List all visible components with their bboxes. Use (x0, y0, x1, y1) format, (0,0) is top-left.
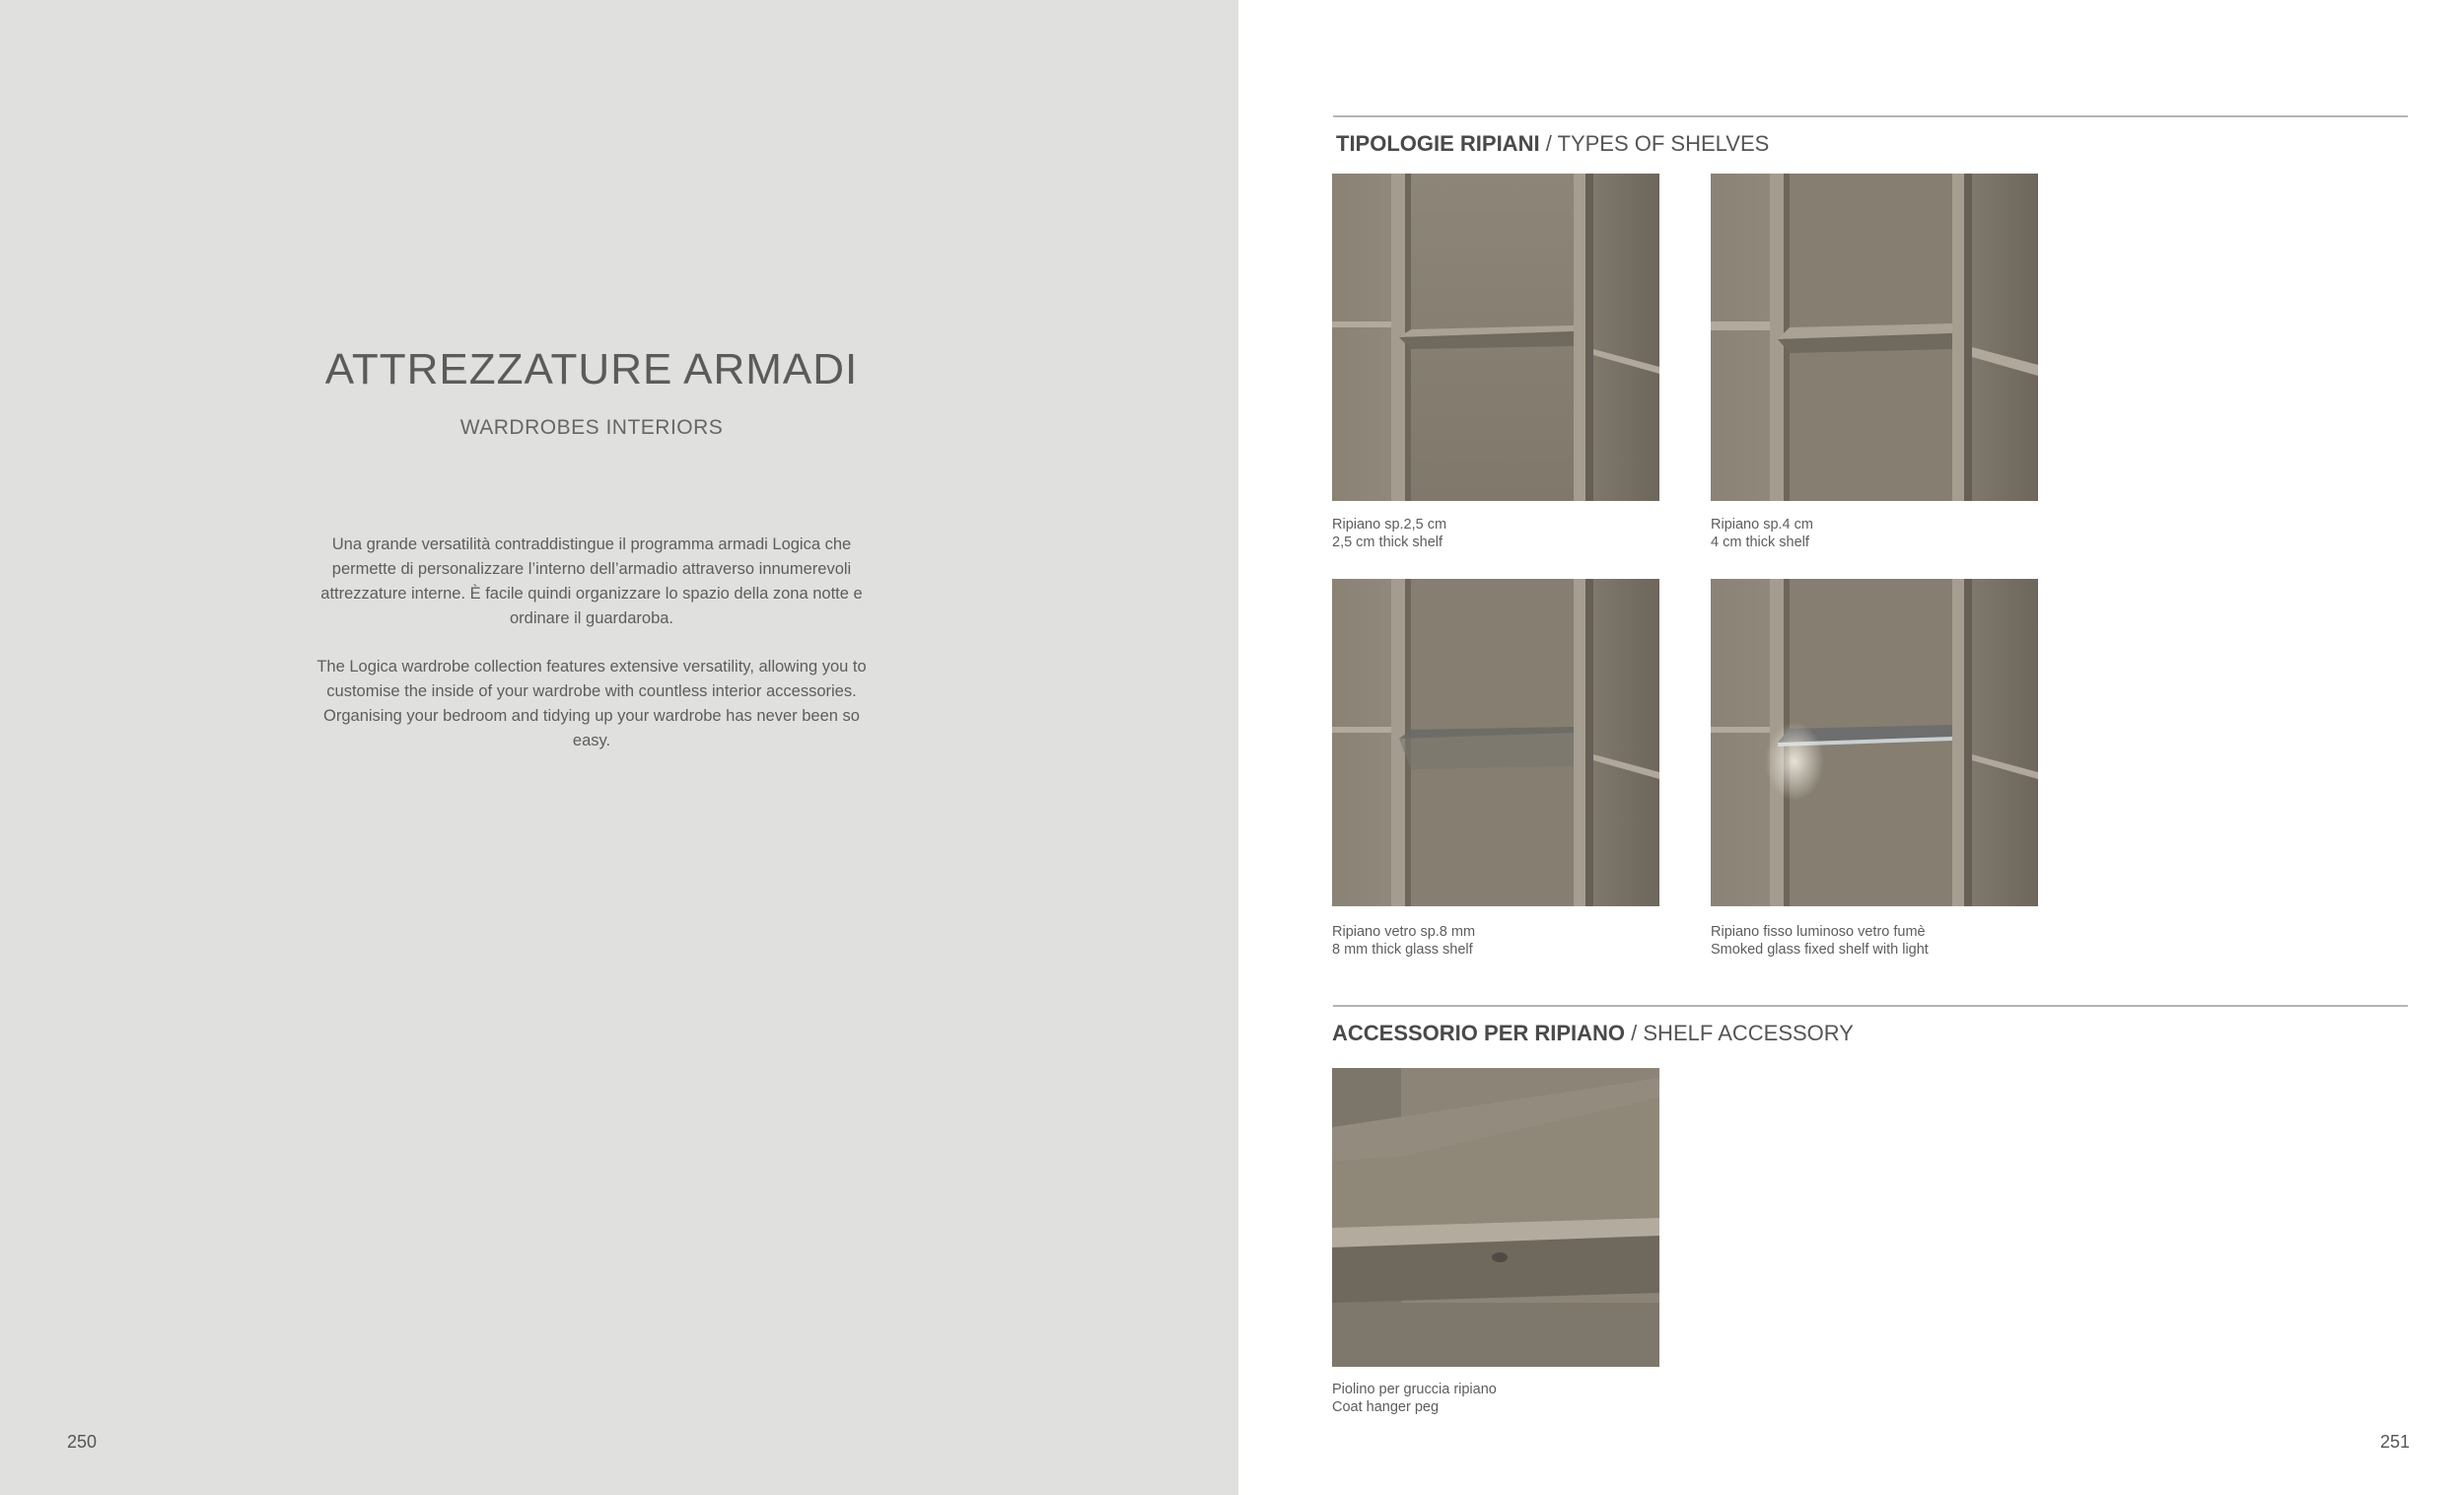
accessory-title-bold: ACCESSORIO PER RIPIANO (1332, 1021, 1626, 1045)
shelf-caption-2-5cm (1332, 516, 1446, 551)
accessory-section-title (1332, 1021, 1854, 1046)
section-divider (1333, 1005, 2408, 1007)
accessory-title-regular: / SHELF ACCESSORY (1625, 1021, 1854, 1045)
intro-paragraph-en: The Logica wardrobe collection features extensive versatility, allowing you to customise the inside of your wardrobe with countless interior accessories. Organising your bedroom and tidying up your wardrobe has never been so easy. (317, 658, 867, 749)
page-number-right: 251 (2380, 1432, 2411, 1452)
caption-en: Smoked glass fixed shelf with light (1711, 942, 1929, 958)
shelves-title-regular: / TYPES OF SHELVES (1539, 131, 1770, 156)
accessory-caption (1332, 1381, 1497, 1416)
page-title: ATTREZZATURE ARMADI (324, 345, 859, 393)
intro-paragraph-it: Una grande versatilità contraddistingue il programma armadi Logica che permette di personalizzare l’interno dell’armadio attraverso innumerevoli attrezzature interne. È facile quindi organizzare lo spazio della zona notte e ordinare il guardaroba. (320, 535, 863, 627)
shelf-photo-smoked-glass-light (1711, 579, 2038, 906)
section-divider (1333, 115, 2408, 117)
caption-en: 8 mm thick glass shelf (1332, 942, 1473, 958)
caption-it: Ripiano sp.2,5 cm (1332, 517, 1447, 533)
shelf-caption-4cm (1711, 516, 1813, 551)
shelf-photo-2-5cm (1332, 174, 1659, 501)
caption-en: Coat hanger peg (1332, 1399, 1440, 1415)
shelf-photo-glass-8mm (1332, 579, 1659, 906)
shelf-photo-4cm (1711, 174, 2038, 501)
page-number-left: 250 (67, 1432, 98, 1452)
caption-it: Ripiano sp.4 cm (1711, 517, 1813, 533)
caption-it: Ripiano vetro sp.8 mm (1332, 924, 1476, 940)
caption-en: 2,5 cm thick shelf (1332, 534, 1443, 550)
caption-en: 4 cm thick shelf (1711, 534, 1809, 550)
shelves-section-title (1336, 131, 1769, 157)
shelf-caption-glass-8mm (1332, 923, 1475, 959)
shelves-title-bold: TIPOLOGIE RIPIANI (1336, 131, 1540, 156)
accessory-photo-coat-hanger-peg (1332, 1068, 1659, 1367)
caption-it: Piolino per gruccia ripiano (1332, 1382, 1497, 1397)
shelf-caption-smoked-glass-light (1711, 923, 1929, 959)
caption-it: Ripiano fisso luminoso vetro fumè (1711, 924, 1926, 940)
page-subtitle: WARDROBES INTERIORS (459, 416, 724, 439)
intro-text (316, 533, 868, 777)
